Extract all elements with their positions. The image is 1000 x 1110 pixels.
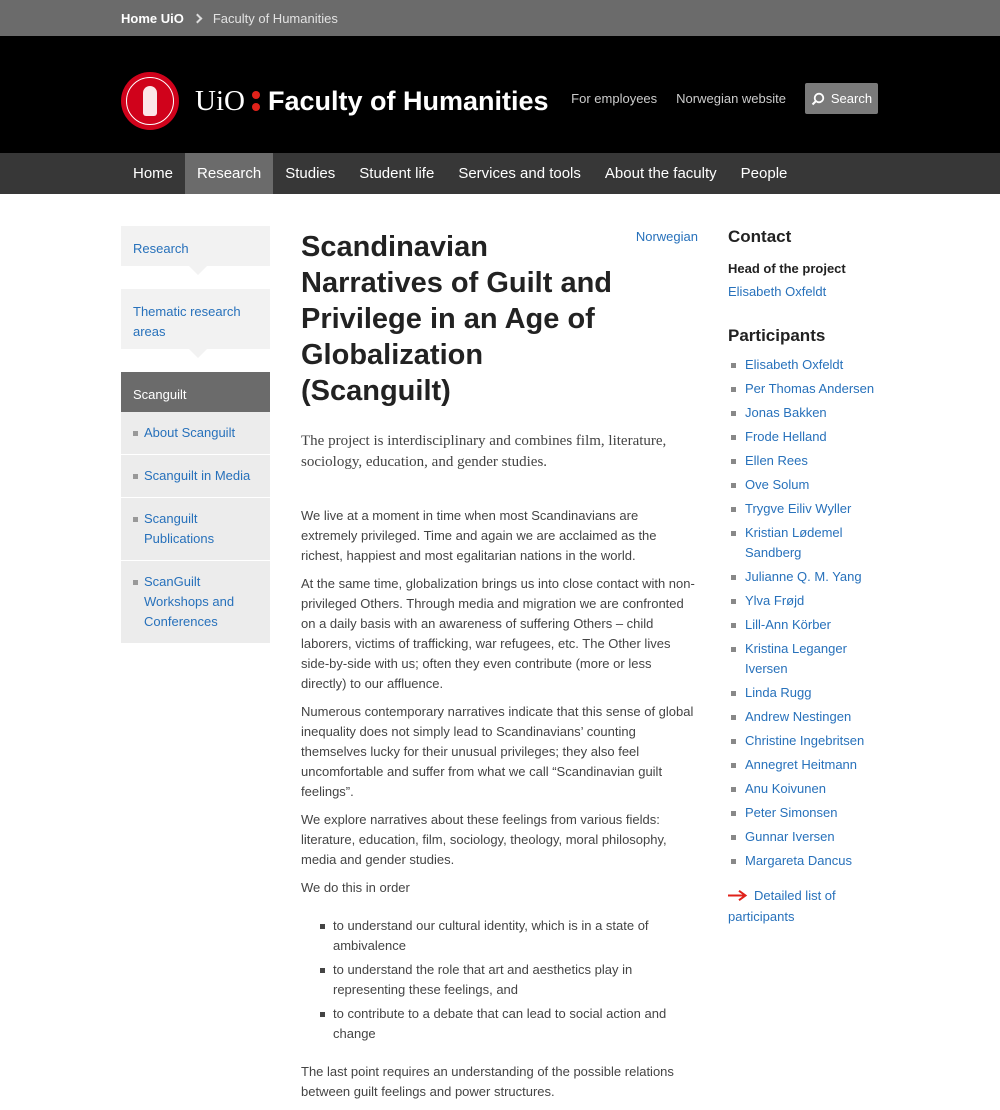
search-icon [811,92,825,106]
norwegian-version-link[interactable]: Norwegian [635,229,698,244]
participant-link[interactable]: Christine Ingebritsen [728,731,880,751]
paragraph: At the same time, globalization brings us into close contact with non-privileged Others. Through media and migration we are confronted on a daily basis with an awareness of suffering Others – child laborers, victims of trafficking, war refugees, etc. The Other lives side-by-side with us; often they even contribute (more or less directly) to our affluence. [301,576,695,691]
participant-link[interactable]: Ylva Frøjd [728,591,880,611]
article-body [301,506,698,1102]
participant-link[interactable]: Gunnar Iversen [728,827,880,847]
for-employees-link[interactable]: For employees [571,91,658,106]
main-nav [0,153,1000,194]
list-item: to understand our cultural identity, which is in a state of ambivalence [320,916,698,956]
left-menu-research[interactable]: Research [121,226,270,266]
participant-link[interactable]: Anu Koivunen [728,779,880,799]
participant-link[interactable]: Linda Rugg [728,683,880,703]
colon-dots-icon [252,91,260,111]
list-item: to contribute to a debate that can lead to social action and change [320,1004,698,1044]
site-header [0,36,1000,153]
head-of-project-link[interactable]: Elisabeth Oxfeldt [728,284,827,299]
participant-link[interactable]: Elisabeth Oxfeldt [728,355,880,375]
goals-list [320,916,698,1044]
participant-link[interactable]: Margareta Dancus [728,851,880,871]
participant-link[interactable]: Frode Helland [728,427,880,447]
left-menu-thematic[interactable]: Thematic research areas [121,289,270,349]
participant-link[interactable]: Ove Solum [728,475,880,495]
search-label: Search [830,91,873,106]
nav-about-the-faculty[interactable]: About the faculty [604,165,717,182]
nav-people[interactable]: People [740,165,788,182]
paragraph: The last point requires an understanding of the possible relations between guilt feelings and power structures. [301,1064,674,1099]
breadcrumb-home-link[interactable]: Home UiO [121,10,184,26]
head-of-project-label: Head of the project [728,261,846,276]
left-submenu [121,412,270,644]
nav-student-life[interactable]: Student life [359,165,435,182]
left-submenu-item[interactable]: About Scanguilt [121,412,270,455]
site-brand[interactable] [195,84,549,118]
paragraph: Numerous contemporary narratives indicate that this sense of global inequality does not simply lead to Scandinavians’ counting themselves lucky for their unusual privileges; they also feel uncomfortable and suffer from what we call “Scandinavian guilt feelings”. [301,704,694,799]
nav-services-and-tools[interactable]: Services and tools [458,165,581,182]
faculty-title: Faculty of Humanities [267,85,549,116]
participant-link[interactable]: Trygve Eiliv Wyller [728,499,880,519]
paragraph: We explore narratives about these feelings from various fields: literature, education, film, sociology, theology, moral philosophy, media and gender studies. [301,812,667,867]
contact-sidebar [728,226,880,927]
participant-link[interactable]: Kristian Lødemel Sandberg [728,523,880,563]
left-submenu-item[interactable]: Scanguilt in Media [121,455,270,498]
breadcrumb [0,0,1000,36]
participant-link[interactable]: Per Thomas Andersen [728,379,880,399]
participant-link[interactable]: Andrew Nestingen [728,707,880,727]
participant-link[interactable]: Julianne Q. M. Yang [728,567,880,587]
contact-heading: Contact [728,227,792,246]
arrow-right-icon [728,890,748,901]
participant-link[interactable]: Kristina Leganger Iversen [728,639,880,679]
detailed-list-link[interactable]: Detailed list of participants [728,888,836,924]
left-menu [121,226,270,644]
nav-home[interactable]: Home [133,165,174,182]
participant-link[interactable]: Lill-Ann Körber [728,615,880,635]
list-item: to understand the role that art and aesthetics play in representing these feelings, and [320,960,698,1000]
lead-text: The project is interdisciplinary and combines film, literature, sociology, education, and gender studies. [301,433,667,470]
left-menu-current[interactable]: Scanguilt [121,372,270,412]
participant-link[interactable]: Jonas Bakken [728,403,880,423]
search-button[interactable] [805,83,878,114]
left-submenu-item[interactable]: ScanGuilt Workshops and Conferences [121,561,270,644]
participants-heading: Participants [728,326,826,345]
breadcrumb-current: Faculty of Humanities [212,10,338,26]
nav-research[interactable]: Research [185,153,273,194]
left-submenu-item[interactable]: Scanguilt Publications [121,498,270,561]
participants-list [728,355,880,871]
participant-link[interactable]: Annegret Heitmann [728,755,880,775]
participant-link[interactable]: Peter Simonsen [728,803,880,823]
paragraph: We live at a moment in time when most Scandinavians are extremely privileged. Time and again we are acclaimed as the richest, happiest and most egalitarian nations in the world. [301,508,657,563]
paragraph: We do this in order [301,880,410,895]
university-seal-logo[interactable] [121,72,179,130]
uio-logo-text: UiO [195,84,245,117]
main-content [301,226,698,1110]
page-title: Scandinavian Narratives of Guilt and Privilege in an Age of Globalization (Scanguilt) [301,231,613,407]
participant-link[interactable]: Ellen Rees [728,451,880,471]
norwegian-website-link[interactable]: Norwegian website [676,91,786,106]
chevron-right-icon [192,13,202,23]
nav-studies[interactable]: Studies [285,165,336,182]
